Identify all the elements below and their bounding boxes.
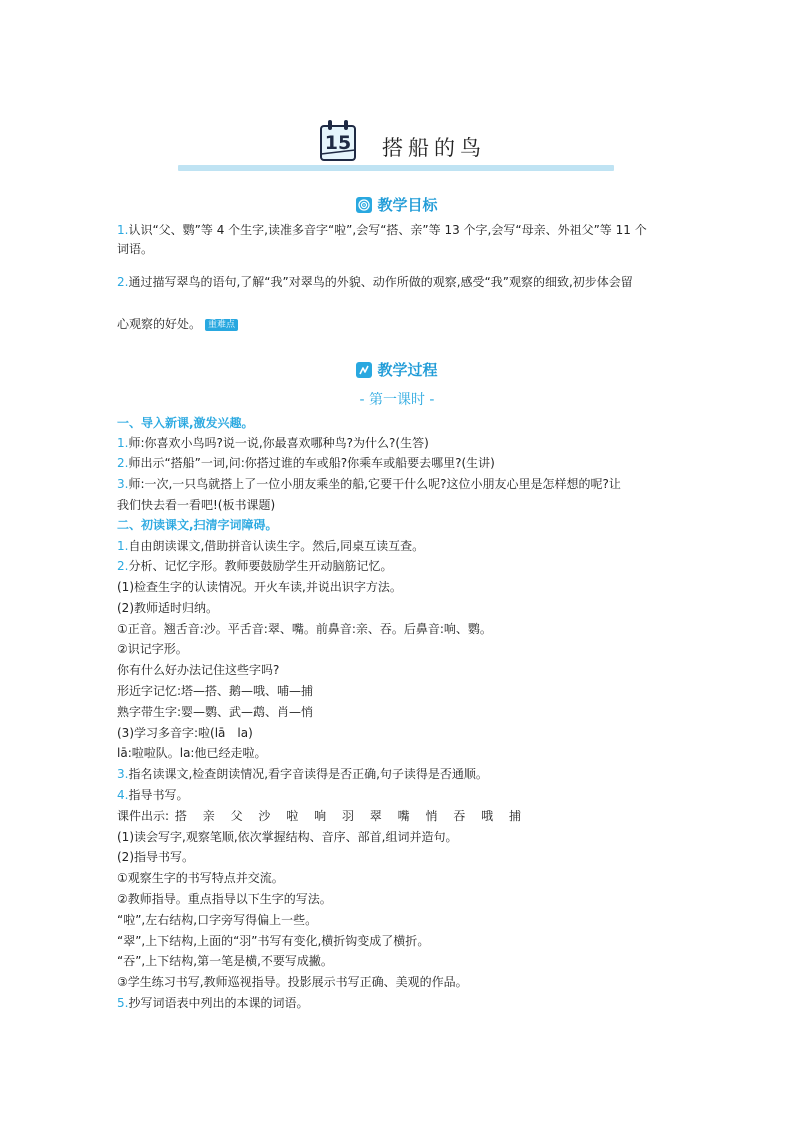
step2-sub-line: ③学生练习书写,教师巡视指导。投影展示书写正确、美观的作品。 [117, 975, 468, 989]
header-rule [178, 165, 614, 171]
lightning-icon [356, 362, 372, 378]
step2-sub-line: 熟字带生字:婴—鹦、武—鹉、肖—悄 [117, 705, 314, 719]
courseware-chars [117, 808, 533, 824]
step2-sub-line: (3)学习多音字:啦(lā la) [117, 726, 253, 740]
goal-item-2: 2.通过描写翠鸟的语句,了解“我”对翠鸟的外貌、动作所做的观察,感受“我”观察的细致,初步体会留 [117, 275, 633, 289]
step1-heading: 一、导入新课,激发兴趣。 [117, 416, 254, 430]
step2-item-2: 2.分析、记忆字形。教师要鼓励学生开动脑筋记忆。 [117, 559, 393, 573]
char-item: 捕 [509, 809, 522, 823]
char-item: 悄 [425, 809, 438, 823]
lesson-title: 搭船的鸟 [382, 136, 486, 160]
step2-sub-line: ②教师指导。重点指导以下生字的写法。 [117, 892, 332, 906]
step2-sub-line: (2)指导书写。 [117, 850, 194, 864]
key-point-tag: 重难点 [205, 319, 238, 331]
step2-sub-line: 你有什么好办法记住这些字吗? [117, 663, 280, 677]
step1-item-2: 2.师出示“搭船”一词,问:你搭过谁的车或船?你乘车或船要去哪里?(生讲) [117, 456, 495, 470]
char-item: 沙 [258, 809, 271, 823]
char-item: 嘴 [397, 809, 410, 823]
step2-sub-line: lā:啦啦队。la:他已经走啦。 [117, 746, 267, 760]
step2-item-4: 4.指导书写。 [117, 788, 189, 802]
step2-item-3: 3.指名读课文,检查朗读情况,看字音读得是否正确,句子读得是否通顺。 [117, 767, 488, 781]
step2-sub-line: “啦”,左右结构,口字旁写得偏上一些。 [117, 913, 318, 927]
step1-item-3-cont: 我们快去看一看吧!(板书课题) [117, 498, 276, 512]
step1-item-3: 3.师:一次,一只鸟就搭上了一位小朋友乘坐的船,它要干什么呢?这位小朋友心里是怎样想的呢?让 [117, 477, 621, 491]
goals-heading [0, 194, 794, 215]
step2-sub-line: “吞”,上下结构,第一笔是横,不要写成撇。 [117, 954, 333, 968]
step2-sub-line: “翠”,上下结构,上面的“羽”书写有变化,横折钩变成了横折。 [117, 934, 430, 948]
step2-sub-line: ①观察生字的书写特点并交流。 [117, 871, 284, 885]
lesson-number: 15 [324, 132, 352, 154]
char-item: 亲 [202, 809, 215, 823]
char-item: 翠 [369, 809, 382, 823]
step2-heading: 二、初读课文,扫清字词障碍。 [117, 518, 278, 532]
step2-item-5: 5.抄写词语表中列出的本课的词语。 [117, 996, 309, 1010]
step1-item-1: 1.师:你喜欢小鸟吗?说一说,你最喜欢哪种鸟?为什么?(生答) [117, 436, 429, 450]
char-item: 羽 [341, 809, 354, 823]
goal-item-2-cont: 心观察的好处。 重难点 [117, 316, 238, 332]
process-heading [0, 359, 794, 380]
char-item: 哦 [481, 809, 494, 823]
step2-item-1: 1.自由朗读课文,借助拼音认读生字。然后,同桌互读互查。 [117, 539, 425, 553]
courseware-label: 课件出示: [117, 809, 170, 823]
char-item: 啦 [286, 809, 299, 823]
period-label: - 第一课时 - [359, 392, 435, 408]
lesson-header [178, 118, 614, 170]
char-item: 吞 [453, 809, 466, 823]
goal-item-1: 1.认识“父、鹦”等 4 个生字,读准多音字“啦”,会写“搭、亲”等 13 个字,会写“母亲、外祖父”等 11 个 [117, 223, 647, 237]
goal-item-1-cont: 词语。 [117, 242, 154, 256]
step2-sub-line: ②识记字形。 [117, 642, 188, 656]
step2-sub-line: (1)检查生字的认读情况。开火车读,并说出识字方法。 [117, 580, 402, 594]
target-icon [356, 197, 372, 213]
goals-heading-text: 教学目标 [377, 196, 438, 214]
step2-sub-line: ①正音。翘舌音:沙。平舌音:翠、嘴。前鼻音:亲、吞。后鼻音:响、鹦。 [117, 622, 492, 636]
char-item: 搭 [174, 809, 187, 823]
char-item: 父 [230, 809, 243, 823]
step2-sub-line: 形近字记忆:塔—搭、鹅—哦、哺—捕 [117, 684, 314, 698]
step2-sub-line: (2)教师适时归纳。 [117, 601, 218, 615]
process-heading-text: 教学过程 [377, 361, 438, 379]
char-item: 响 [314, 809, 327, 823]
calendar-badge-icon [318, 118, 358, 164]
step2-sub-line: (1)读会写字,观察笔顺,依次掌握结构、音序、部首,组词并造句。 [117, 830, 458, 844]
